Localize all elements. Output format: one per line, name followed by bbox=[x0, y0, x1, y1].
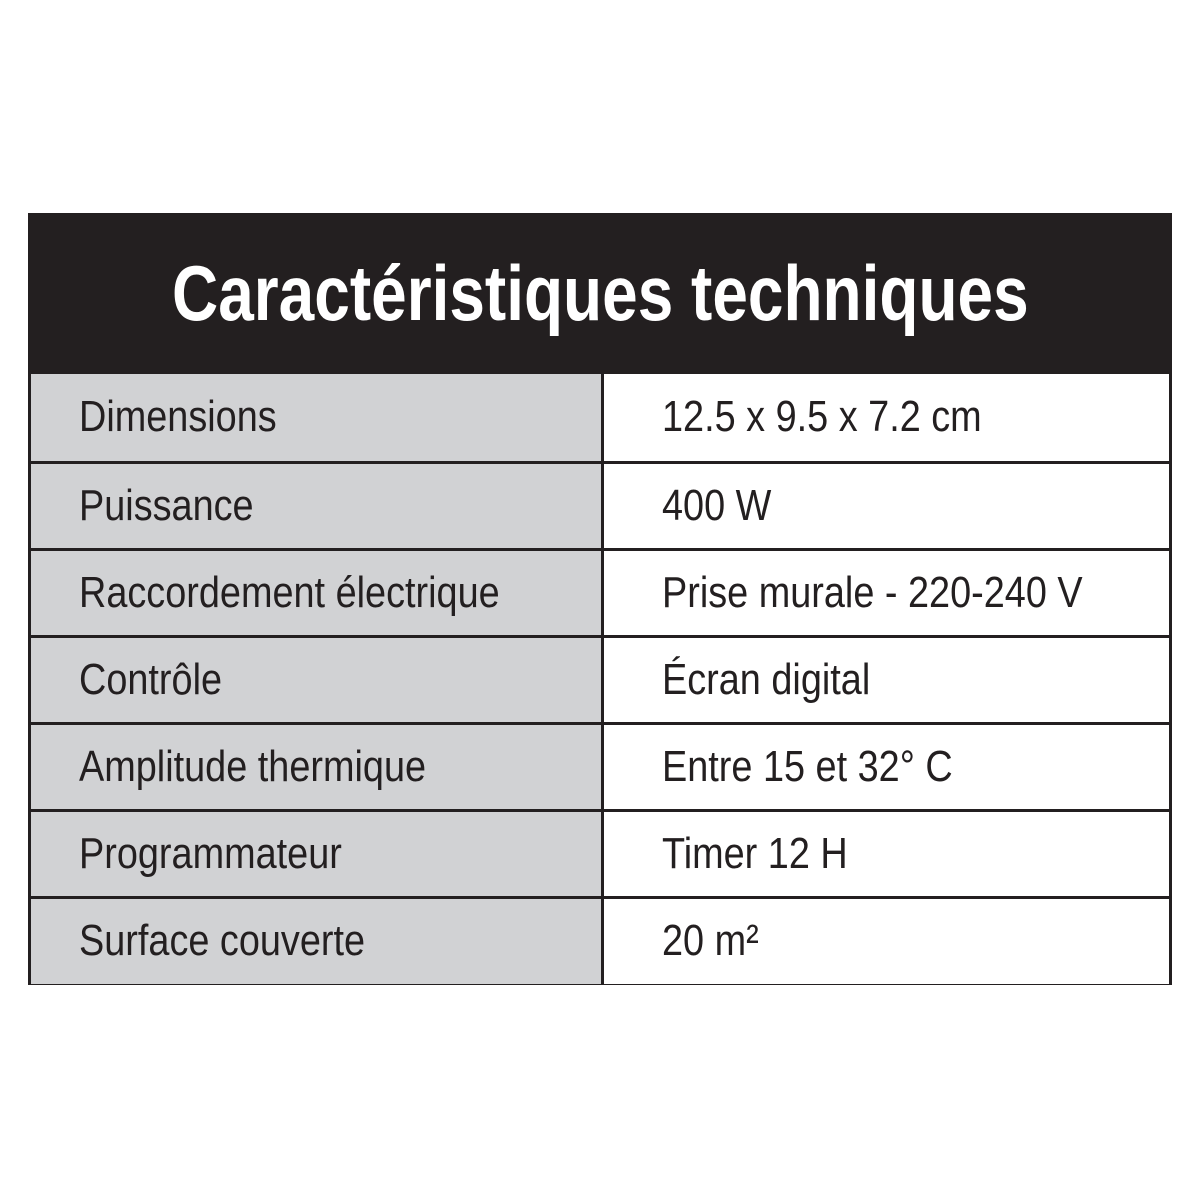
spec-value: 400 W bbox=[661, 480, 771, 530]
spec-value: 12.5 x 9.5 x 7.2 cm bbox=[661, 392, 982, 442]
spec-row-controle bbox=[31, 636, 1169, 723]
spec-value-cell bbox=[602, 897, 1169, 984]
spec-value: Timer 12 H bbox=[661, 828, 848, 878]
spec-value-cell bbox=[602, 374, 1169, 462]
spec-value: Prise murale - 220-240 V bbox=[661, 567, 1083, 617]
spec-row-dimensions bbox=[31, 374, 1169, 462]
spec-label-cell bbox=[31, 549, 602, 636]
spec-card bbox=[28, 213, 1172, 985]
spec-value-cell bbox=[602, 810, 1169, 897]
spec-row-surface bbox=[31, 897, 1169, 984]
spec-value: Écran digital bbox=[661, 654, 870, 704]
spec-label-cell bbox=[31, 636, 602, 723]
spec-value-cell bbox=[602, 462, 1169, 549]
spec-value-cell bbox=[602, 723, 1169, 810]
spec-label: Dimensions bbox=[79, 392, 277, 442]
spec-row-puissance bbox=[31, 462, 1169, 549]
spec-value: 20 m² bbox=[661, 916, 759, 966]
spec-label-cell bbox=[31, 897, 602, 984]
spec-value-cell bbox=[602, 549, 1169, 636]
spec-label-cell bbox=[31, 810, 602, 897]
spec-value-cell bbox=[602, 636, 1169, 723]
spec-label-cell bbox=[31, 374, 602, 462]
spec-label-cell bbox=[31, 462, 602, 549]
spec-row-amplitude bbox=[31, 723, 1169, 810]
spec-row-raccordement bbox=[31, 549, 1169, 636]
spec-label-cell bbox=[31, 723, 602, 810]
spec-label: Contrôle bbox=[79, 654, 223, 704]
spec-label: Raccordement électrique bbox=[79, 567, 500, 617]
spec-row-programmateur bbox=[31, 810, 1169, 897]
spec-header bbox=[31, 216, 1169, 374]
spec-title: Caractéristiques techniques bbox=[171, 248, 1029, 337]
spec-label: Programmateur bbox=[79, 828, 342, 878]
spec-label: Amplitude thermique bbox=[79, 741, 427, 791]
spec-value: Entre 15 et 32° C bbox=[661, 741, 953, 791]
spec-label: Surface couverte bbox=[79, 916, 366, 966]
spec-table bbox=[31, 374, 1169, 984]
spec-label: Puissance bbox=[79, 480, 254, 530]
